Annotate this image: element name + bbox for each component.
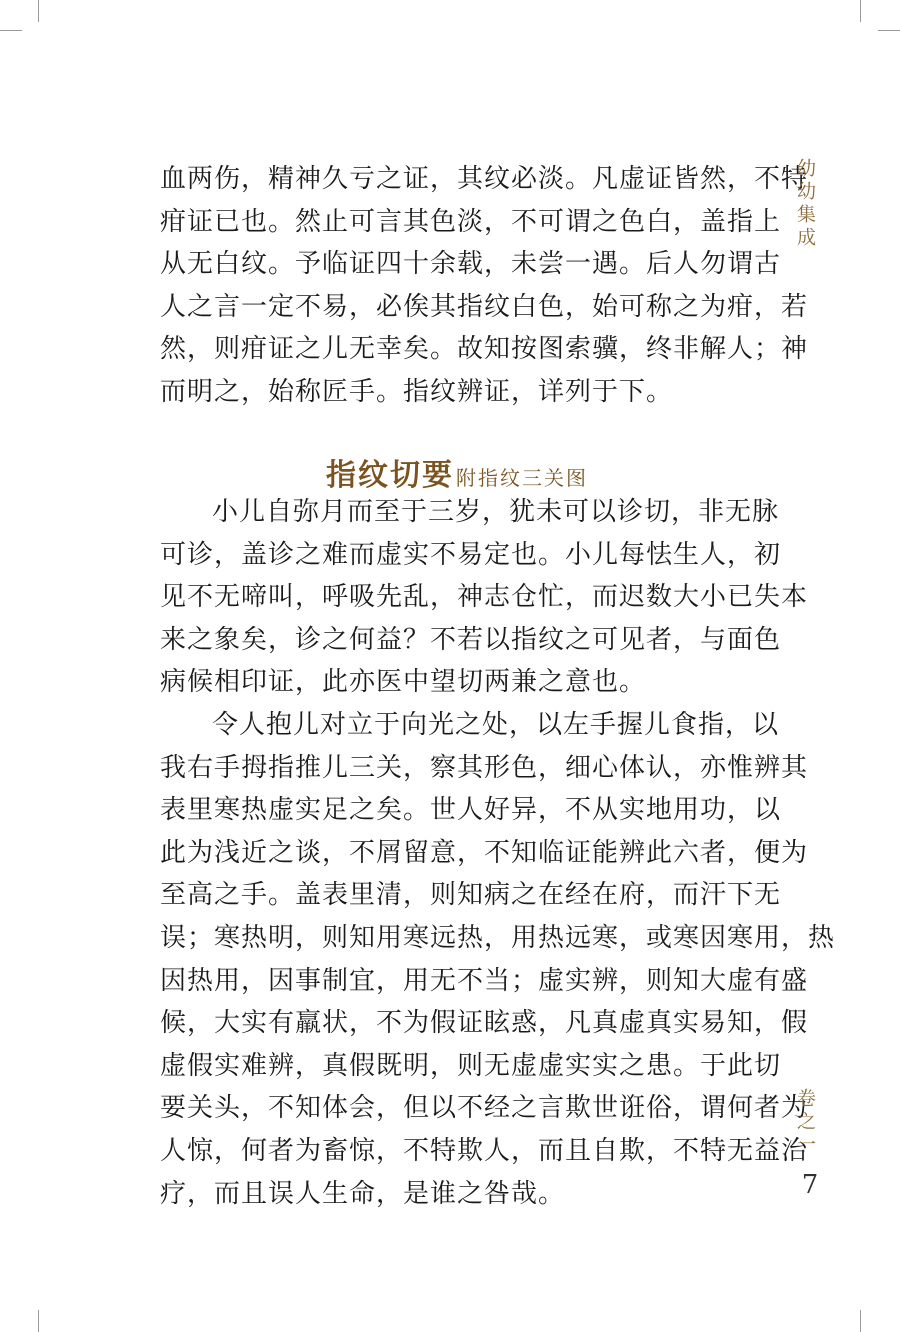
text-line: 至高之手。盖表里清，则知病之在经在府，而汗下无 — [160, 880, 782, 911]
text-line: 表里寒热虚实足之矣。世人好异，不从实地用功，以 — [160, 795, 782, 826]
crop-mark-right-top — [878, 30, 900, 31]
text-line: 因热用，因事制宜，用无不当；虚实辨，则知大虚有盛 — [160, 965, 809, 996]
text-line: 然，则疳证之儿无幸矣。故知按图索骥，终非解人；神 — [160, 334, 809, 365]
crop-mark-top-right — [860, 0, 861, 22]
section-subtitle: 附指纹三关图 — [456, 466, 588, 490]
running-book-title: 幼幼集成 — [794, 158, 816, 250]
text-line: 候，大实有羸状，不为假证眩惑，凡真虚真实易知，假 — [160, 1008, 809, 1039]
text-line: 人之言一定不易，必俟其指纹白色，始可称之为疳，若 — [160, 291, 809, 322]
text-line: 误；寒热明，则知用寒远热，用热远寒，或寒因寒用，热 — [160, 922, 836, 953]
page-number: 7 — [801, 1170, 819, 1200]
paragraph-1 — [160, 491, 809, 704]
text-line: 可诊，盖诊之难而虚实不易定也。小儿每怯生人，初 — [160, 539, 782, 570]
text-line: 疗，而且误人生命，是谁之咎哉。 — [160, 1178, 566, 1209]
text-line: 从无白纹。予临证四十余载，未尝一遇。后人勿谓古 — [160, 249, 782, 280]
text-line: 人惊，何者为畜惊，不特欺人，而且自欺，不特无益治 — [160, 1135, 809, 1166]
text-line: 病候相印证，此亦医中望切两兼之意也。 — [160, 667, 647, 698]
text-line: 血两伤，精神久亏之证，其纹必淡。凡虚证皆然，不特 — [160, 164, 809, 194]
text-line: 小儿自弥月而至于三岁，犹未可以诊切，非无脉 — [212, 497, 780, 527]
text-line: 来之象矣，诊之何益？不若以指纹之可见者，与面色 — [160, 624, 782, 655]
crop-mark-bottom-right — [860, 1310, 861, 1332]
text-line: 此为浅近之谈，不屑留意，不知临证能辨此六者，便为 — [160, 837, 809, 868]
crop-mark-left-top — [0, 30, 22, 31]
text-line: 令人抱儿对立于向光之处，以左手握儿食指，以 — [212, 709, 780, 740]
text-line: 要关头，不知体会，但以不经之言欺世诳俗，谓何者为 — [160, 1093, 809, 1124]
section-heading — [326, 450, 588, 494]
text-line: 虚假实难辨，真假既明，则无虚虚实实之患。于此切 — [160, 1050, 782, 1081]
crop-mark-bottom-left — [38, 1310, 39, 1332]
crop-mark-top-left — [38, 0, 39, 22]
text-line: 疳证已也。然止可言其色淡，不可谓之色白，盖指上 — [160, 206, 782, 237]
text-line: 我右手拇指推儿三关，察其形色，细心体认，亦惟辨其 — [160, 752, 809, 783]
text-line: 见不无啼叫，呼吸先乱，神志仓忙，而迟数大小已失本 — [160, 582, 809, 613]
section-title: 指纹切要 — [326, 458, 454, 493]
running-volume-label: 卷之一 — [794, 1088, 816, 1157]
text-line: 而明之，始称匠手。指纹辨证，详列于下。 — [160, 376, 674, 407]
